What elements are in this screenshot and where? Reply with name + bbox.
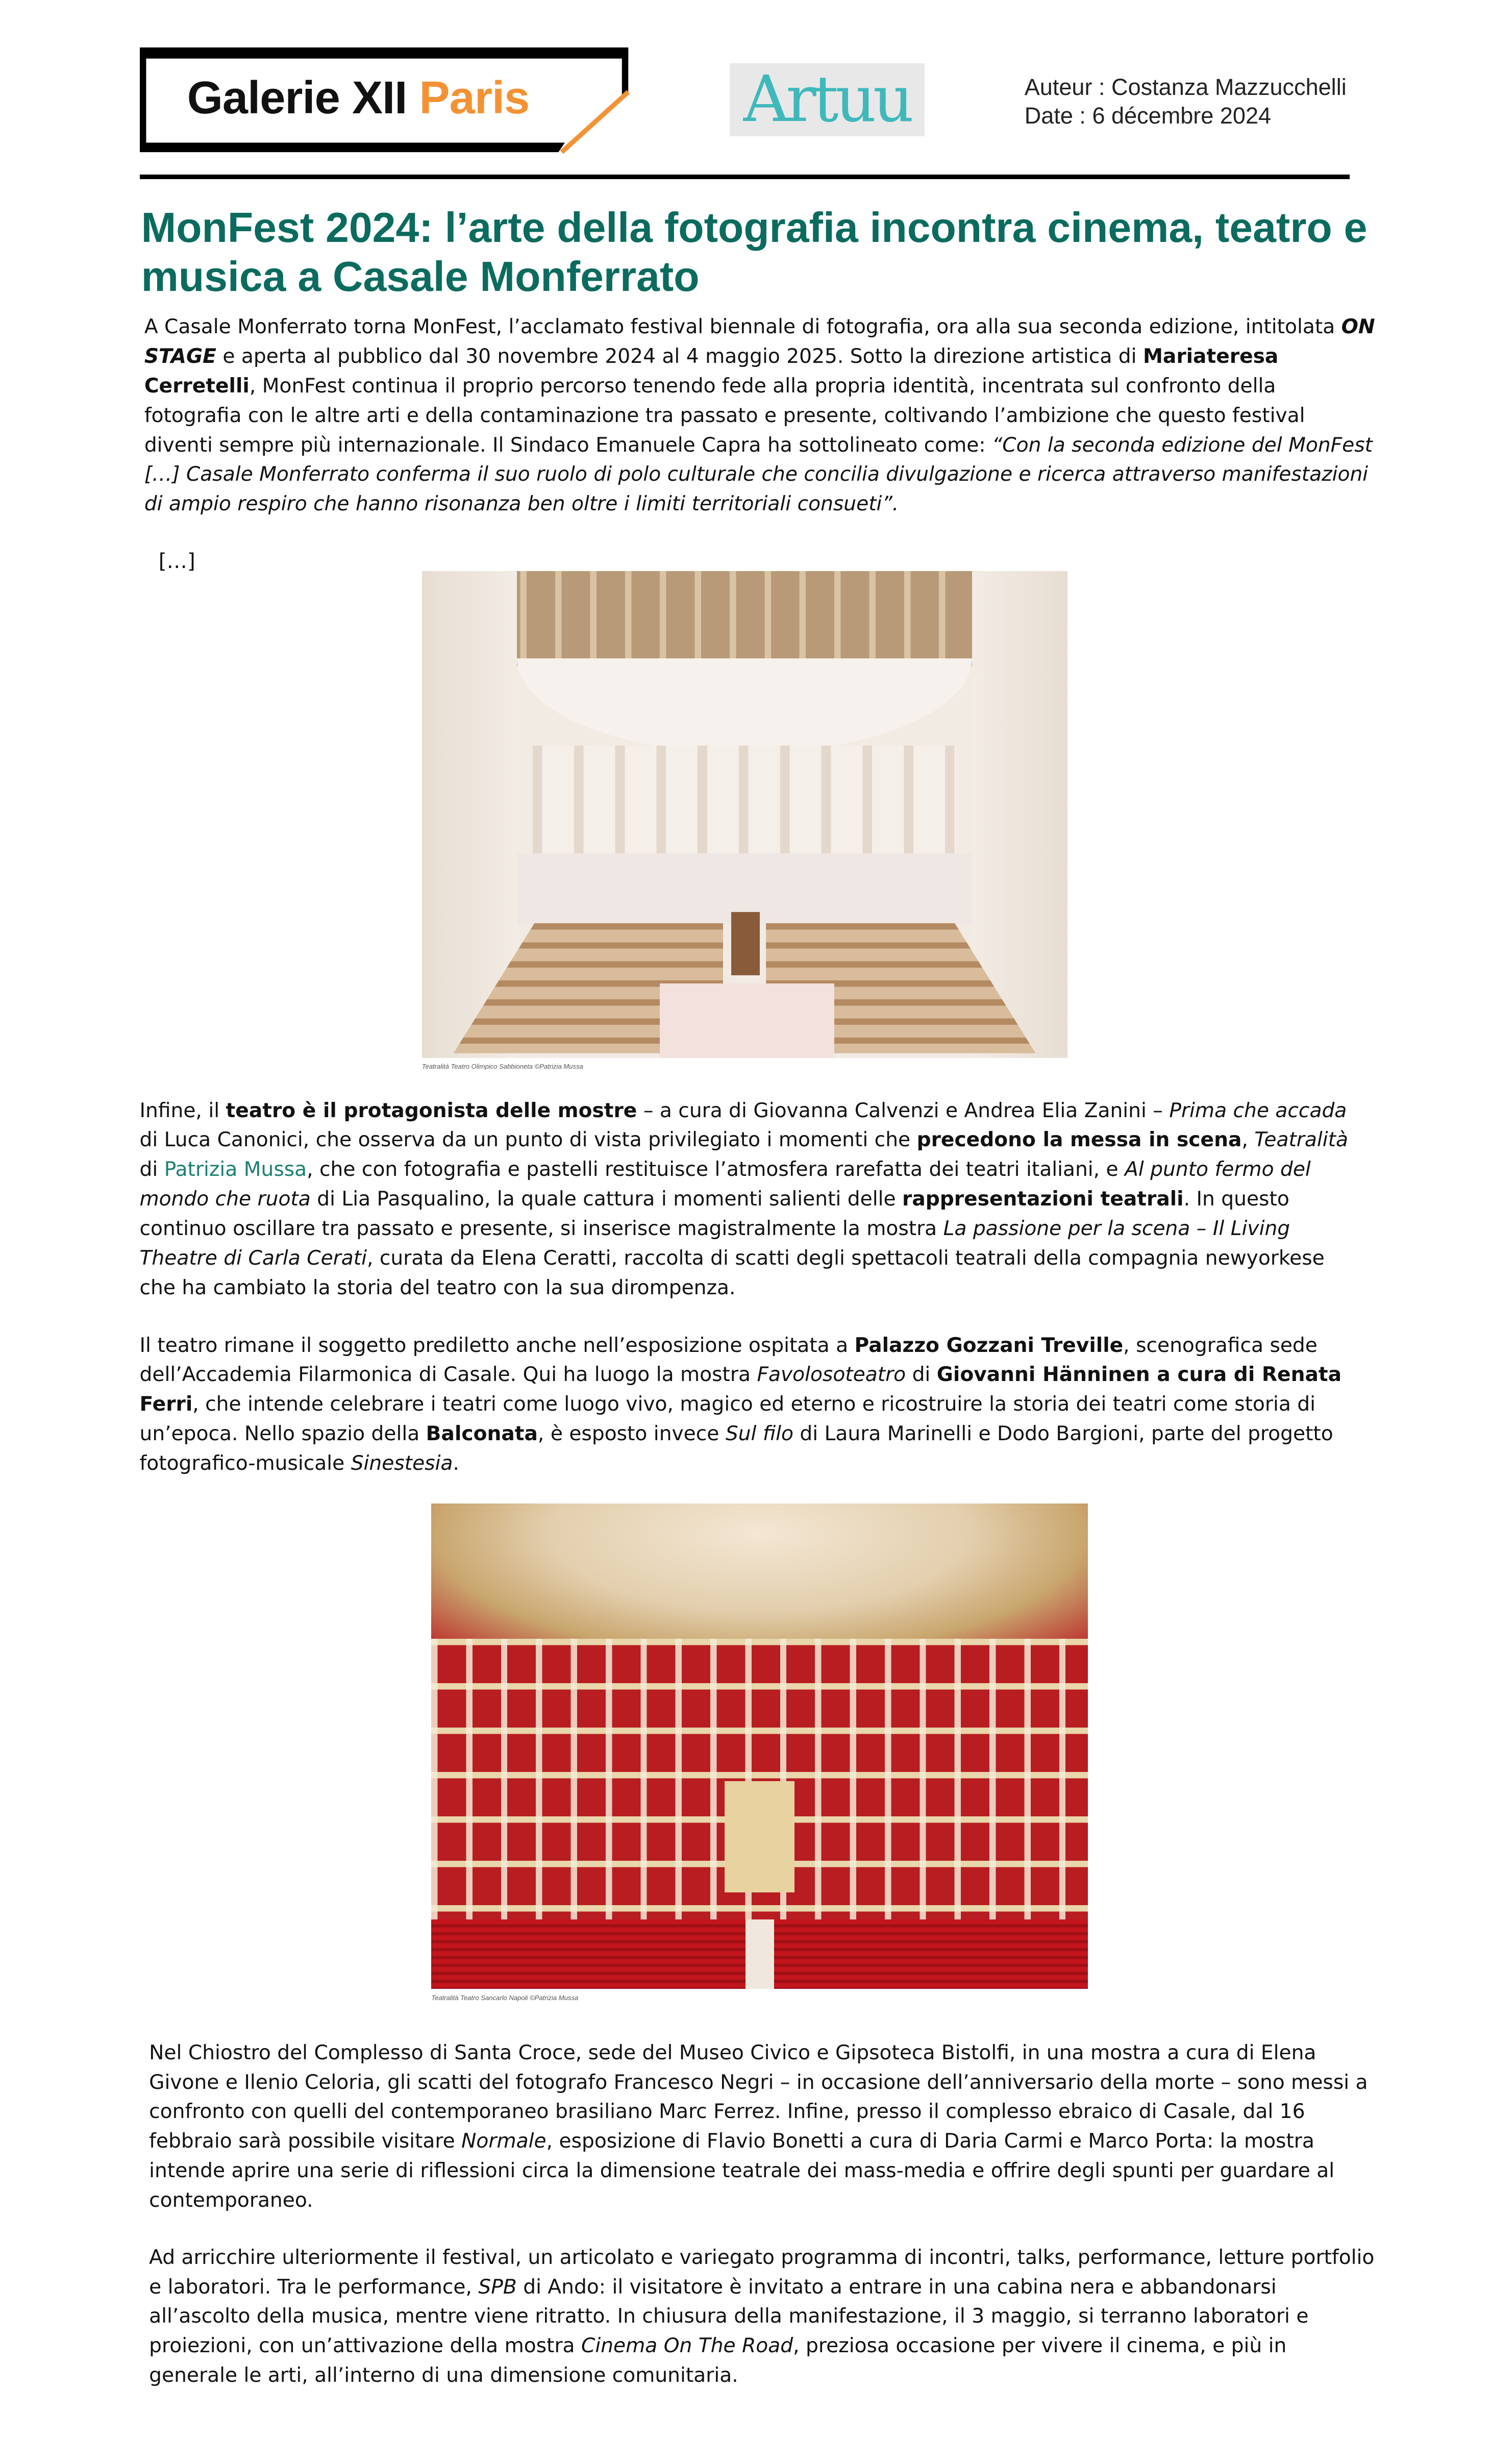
emphasized-text: La passione per la scena – Il Living Theatre di Carla Cerati	[139, 1217, 1290, 1270]
text-segment: , che intende celebrare i teatri come luogo vivo, magico ed eterno e ricostruire la storia dei teatri come storia di un’epoca. Nello spazio della	[139, 1393, 1316, 1446]
text-segment: , MonFest continua il proprio percorso tenendo fede alla propria identità, incentrata sul confronto della fotografia con le altre arti e della contaminazione tra passato e presente, coltivando l’ambizione che questo festival diventi sempre più internazionale. Il Sindaco Emanuele Capra ha sottolineato come:	[144, 374, 1305, 457]
emphasized-text: Palazzo Gozzani Treville	[854, 1334, 1124, 1357]
emphasized-text: precedono la messa in scena	[916, 1128, 1242, 1152]
text-segment: Nel Chiostro del Complesso di Santa Croce, sede del Museo Civico e Gipsoteca Bistolfi, in una mostra a cura di Elena Givone e Ilenio Celoria, gli scatti del fotografo Francesco Negri – in occasione dell’anniversario della morte – sono messi a confronto con quelli del contemporaneo brasiliano Marc Ferrez. Infine, presso il complesso ebraico di Casale, dal 16 febbraio sarà possibile visitare	[149, 2041, 1368, 2153]
article-title: MonFest 2024: l’arte della fotografia incontra cinema, teatro e musica a Casale Monferrato	[141, 204, 1368, 301]
emphasized-text: Favolosoteatro	[757, 1363, 906, 1387]
text-segment: , curata da Elena Ceratti, raccolta di scatti degli spettacoli teatrali della compagnia newyorkese che ha cambiato la storia del teatro con la sua dirompenza.	[139, 1246, 1325, 1299]
text-segment: . In questo continuo oscillare tra passato e presente, si inserisce magistralmente la mostra	[139, 1188, 1289, 1240]
text-segment: – a cura di Giovanna Calvenzi e Andrea Elia Zanini –	[637, 1099, 1170, 1122]
paragraph-program	[149, 2243, 1378, 2391]
article-meta	[1025, 73, 1347, 130]
photo-teatro-san-carlo-napoli	[431, 1504, 1088, 1989]
emphasized-text: Giovanni Hänninen a cura di Renata Ferri	[139, 1363, 1342, 1416]
emphasized-text: ON STAGE	[144, 315, 1375, 368]
publish-date: Date : 6 décembre 2024	[1024, 102, 1272, 129]
header-divider	[140, 175, 1350, 179]
text-segment: ,	[1241, 1128, 1255, 1152]
artuu-logo[interactable]: Artuu	[730, 63, 925, 136]
artist-link[interactable]: Patrizia Mussa	[164, 1158, 307, 1181]
text-segment: di Ando: il visitatore è invitato a entrare in una cabina nera e abbandonarsi all’ascolto della musica, mentre viene ritratto. In chiusura della manifestazione, il 3 maggio, si terranno laboratori e proiezioni, con un’attivazione della mostra	[149, 2275, 1309, 2358]
text-segment: Infine, il	[139, 1099, 226, 1122]
ellipsis: […]	[158, 549, 195, 574]
emphasized-text: Teatralità	[1254, 1128, 1348, 1152]
galerie-xii-logo[interactable]	[140, 47, 628, 152]
emphasized-text: Balconata	[426, 1422, 538, 1446]
author: Auteur : Costanza Mazzucchelli	[1024, 73, 1347, 100]
text-segment: di Luca Canonici, che osserva da un punto di vista privilegiato i momenti che	[139, 1128, 917, 1152]
photo-teatro-olimpico-sabbioneta	[422, 571, 1067, 1058]
logo-accent-text: Paris	[419, 71, 530, 124]
text-segment: , è esposto invece	[537, 1422, 726, 1446]
emphasized-text: teatro è il protagonista delle mostre	[226, 1099, 637, 1122]
text-segment: , preziosa occasione per vivere il cinema, e più in generale le arti, all’interno di una dimensione comunitaria.	[149, 2334, 1287, 2387]
emphasized-text: Sul filo	[725, 1422, 793, 1446]
logo-main-text: Galerie XII	[187, 71, 407, 124]
emphasized-text: SPB	[478, 2275, 517, 2299]
emphasized-text: rappresentazioni teatrali	[902, 1188, 1184, 1211]
emphasized-text: Mariateresa Cerretelli	[144, 345, 1279, 398]
text-segment: Il teatro rimane il soggetto prediletto anche nell’esposizione ospitata a	[139, 1334, 855, 1357]
emphasized-text: “Con la seconda edizione del MonFest […] Casale Monferrato conferma il suo ruolo di polo culturale che concilia divulgazione e ricerca attraverso manifestazioni di ampio respiro che hanno risonanza ben oltre i limiti territoriali consueti”.	[144, 433, 1373, 516]
paragraph-santa-croce	[149, 2038, 1370, 2215]
text-segment: , esposizione di Flavio Bonetti a cura di Daria Carmi e Marco Porta: la mostra intende aprire una serie di riflessioni circa la dimensione teatrale dei mass-media e offrire degli spunti per guardare al contemporaneo.	[149, 2130, 1335, 2212]
emphasized-text: Prima che accada	[1169, 1099, 1347, 1122]
text-segment: .	[453, 1451, 459, 1475]
paragraph-intro	[144, 312, 1378, 519]
text-segment: A Casale Monferrato torna MonFest, l’acclamato festival biennale di fotografia, ora alla sua seconda edizione, intitolata	[144, 315, 1341, 339]
photo-caption: Teatralità Teatro Sancarlo Napoli ©Patrizia Mussa	[431, 1993, 579, 2002]
emphasized-text: Al punto fermo del mondo che ruota	[139, 1158, 1311, 1211]
emphasized-text: Normale	[461, 2130, 546, 2153]
text-segment: di	[139, 1158, 164, 1181]
text-segment: di	[906, 1363, 937, 1387]
text-segment: di Lia Pasqualino, la quale cattura i momenti salienti delle	[310, 1188, 903, 1211]
photo-caption: Teatralità Teatro Olimpico Sabbioneta ©Patrizia Mussa	[421, 1063, 583, 1071]
emphasized-text: Sinestesia	[351, 1451, 453, 1475]
emphasized-text: Cinema On The Road	[581, 2334, 793, 2358]
paragraph-exhibitions	[140, 1096, 1361, 1303]
text-segment: Ad arricchire ulteriormente il festival, un articolato e variegato programma di incontri, talks, performance, letture portfolio e laboratori. Tra le performance,	[149, 2246, 1375, 2299]
text-segment: e aperta al pubblico dal 30 novembre 2024 al 4 maggio 2025. Sotto la direzione artistica di	[216, 345, 1143, 368]
paragraph-palazzo-gozzani	[140, 1331, 1361, 1479]
text-segment: di Laura Marinelli e Dodo Bargioni, parte del progetto fotografico-musicale	[139, 1422, 1333, 1475]
text-segment: , scenografica sede dell’Accademia Filarmonica di Casale. Qui ha luogo la mostra	[139, 1334, 1318, 1387]
text-segment: , che con fotografia e pastelli restituisce l’atmosfera rarefatta dei teatri italiani, e	[307, 1158, 1125, 1181]
